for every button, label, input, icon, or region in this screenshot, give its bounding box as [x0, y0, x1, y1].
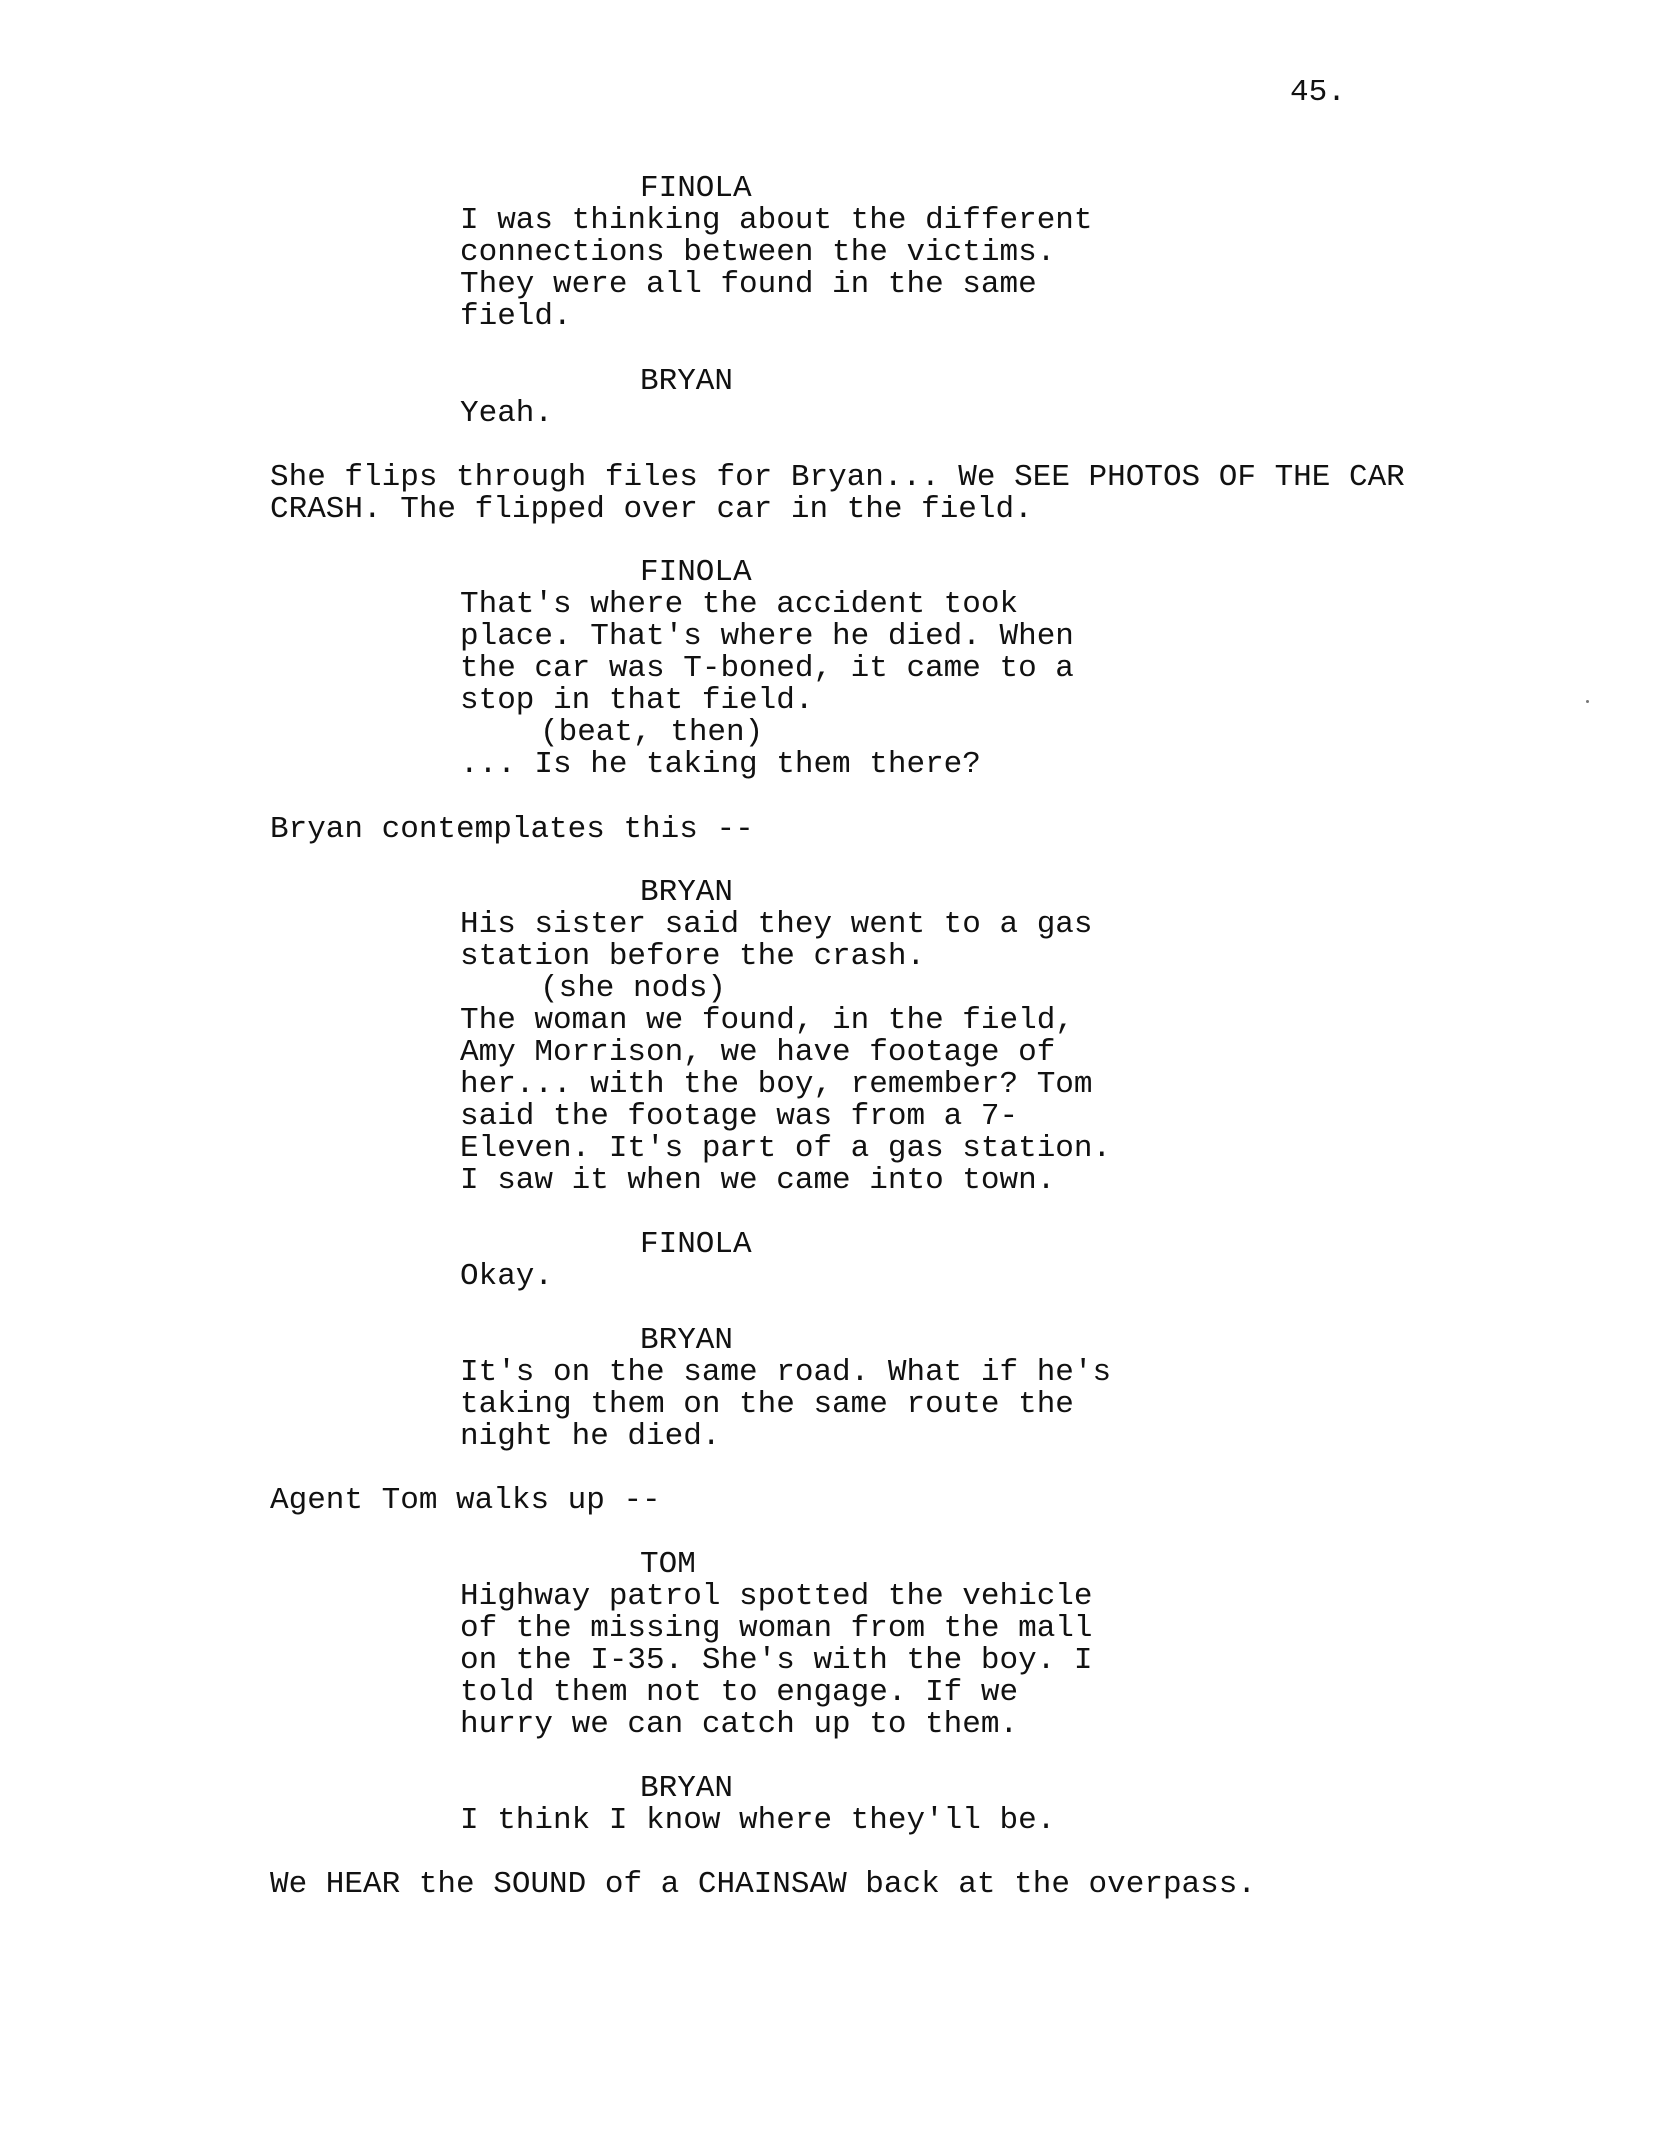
dialogue-line: Okay. [460, 1259, 554, 1294]
dialogue-line: Highway patrol spotted the vehicle [460, 1579, 1093, 1614]
dialogue-line: The woman we found, in the field, [460, 1003, 1074, 1038]
character-cue: BRYAN [640, 1323, 734, 1358]
dialogue-line: the car was T-boned, it came to a [460, 651, 1074, 686]
dialogue-line: They were all found in the same [460, 267, 1037, 302]
dialogue-line: I was thinking about the different [460, 203, 1093, 238]
dialogue-line: field. [460, 299, 572, 334]
action-line: Bryan contemplates this -- [270, 812, 754, 847]
dialogue-line: hurry we can catch up to them. [460, 1707, 1019, 1742]
dialogue-line: taking them on the same route the [460, 1387, 1074, 1422]
action-line: CRASH. The flipped over car in the field. [270, 492, 1033, 527]
character-cue: FINOLA [640, 171, 752, 206]
character-cue: BRYAN [640, 875, 734, 910]
dialogue-line: station before the crash. [460, 939, 926, 974]
dialogue-line: I saw it when we came into town. [460, 1163, 1056, 1198]
action-line: She flips through files for Bryan... We SEE PHOTOS OF THE CAR [270, 460, 1405, 495]
character-cue: BRYAN [640, 1771, 734, 1806]
dialogue-line: stop in that field. [460, 683, 814, 718]
dialogue-line: connections between the victims. [460, 235, 1056, 270]
dialogue-line: It's on the same road. What if he's [460, 1355, 1112, 1390]
dialogue-line: Amy Morrison, we have footage of [460, 1035, 1056, 1070]
dialogue-line: said the footage was from a 7- [460, 1099, 1019, 1134]
character-cue: TOM [640, 1547, 696, 1582]
action-line: Agent Tom walks up -- [270, 1483, 661, 1518]
dialogue-line: Yeah. [460, 396, 554, 431]
dialogue-line: I think I know where they'll be. [460, 1803, 1056, 1838]
stray-dot-mark [1586, 700, 1589, 703]
dialogue-line: on the I-35. She's with the boy. I [460, 1643, 1093, 1678]
parenthetical: (she nods) [540, 971, 727, 1006]
dialogue-line: His sister said they went to a gas [460, 907, 1093, 942]
dialogue-line: ... Is he taking them there? [460, 747, 981, 782]
page-number: 45. [1290, 75, 1346, 110]
dialogue-line: place. That's where he died. When [460, 619, 1074, 654]
character-cue: BRYAN [640, 364, 734, 399]
dialogue-line: her... with the boy, remember? Tom [460, 1067, 1093, 1102]
parenthetical: (beat, then) [540, 715, 764, 750]
dialogue-line: That's where the accident took [460, 587, 1019, 622]
dialogue-line: night he died. [460, 1419, 721, 1454]
dialogue-line: told them not to engage. If we [460, 1675, 1019, 1710]
character-cue: FINOLA [640, 555, 752, 590]
dialogue-line: Eleven. It's part of a gas station. [460, 1131, 1112, 1166]
action-line: We HEAR the SOUND of a CHAINSAW back at the overpass. [270, 1867, 1256, 1902]
character-cue: FINOLA [640, 1227, 752, 1262]
dialogue-line: of the missing woman from the mall [460, 1611, 1093, 1646]
